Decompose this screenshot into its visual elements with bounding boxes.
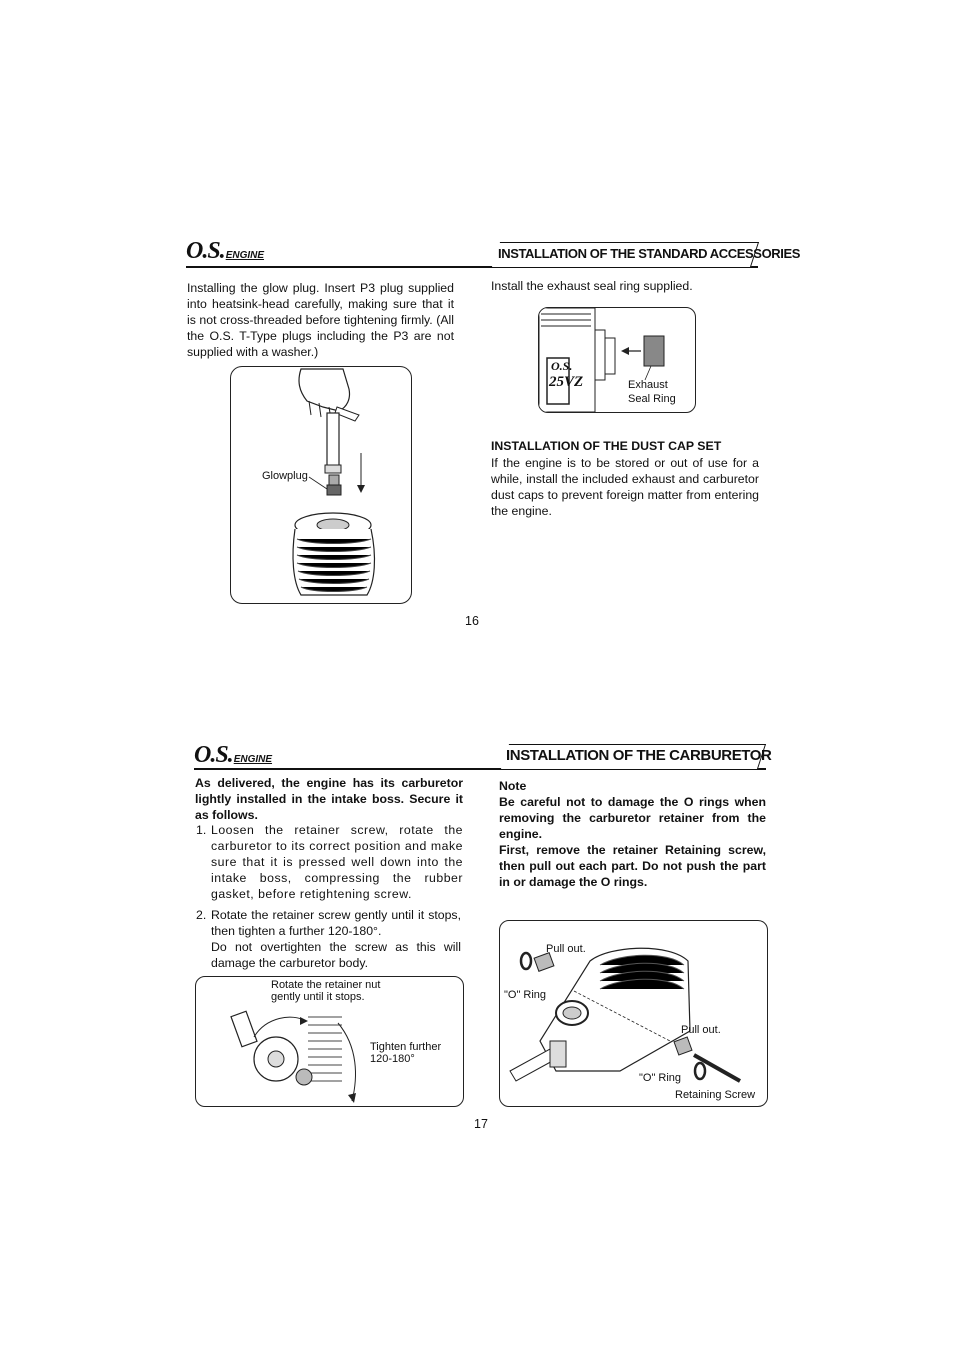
step-number: 1. <box>196 823 207 837</box>
os-engine-logo <box>186 238 264 265</box>
section-title: INSTALLATION OF THE CARBURETOR <box>506 747 772 764</box>
note-text-2: First, remove the retainer Retaining screw, then pull out each part. Do not push the part in or damage the O rings. <box>499 843 766 889</box>
step-2 <box>196 907 461 971</box>
note-heading: Note <box>499 779 527 793</box>
logo-main: O.S. <box>194 742 233 768</box>
step-text-warning: Do not overtighten the screw as this will damage the carburetor body. <box>211 940 461 970</box>
glowplug-figure <box>230 366 412 604</box>
page-number: 17 <box>474 1117 488 1131</box>
dust-cap-heading: INSTALLATION OF THE DUST CAP SET <box>491 439 722 453</box>
exhaust-instructions: Install the exhaust seal ring supplied. <box>491 279 693 293</box>
os-engine-logo <box>194 742 272 769</box>
step-1 <box>196 822 463 902</box>
carburetor-removal-illustration <box>500 921 767 1106</box>
pull-out-label-right: Pull out. <box>681 1024 721 1036</box>
engine-badge-model: 25VZ <box>549 374 584 390</box>
o-ring-label-bottom: "O" Ring <box>639 1072 682 1084</box>
rotate-label-line1: Rotate the retainer nut <box>271 979 381 991</box>
retaining-screw-label: Retaining Screw <box>675 1089 756 1101</box>
intro-text: As delivered, the engine has its carburetor lightly installed in the intake boss. Secure it as follows. <box>195 776 463 822</box>
section-title: INSTALLATION OF THE STANDARD ACCESSORIES <box>498 246 801 261</box>
tighten-label-line2: 120-180° <box>370 1053 415 1065</box>
engine-badge-brand: O.S. <box>551 359 573 373</box>
dust-cap-text: If the engine is to be stored or out of use for a while, install the included exhaust and carburetor dust caps to prevent foreign matter from entering the engine. <box>491 456 759 518</box>
carburetor-removal-figure <box>499 920 768 1107</box>
glowplug-label: Glowplug <box>262 470 308 482</box>
glowplug-instructions: Installing the glow plug. Insert P3 plug supplied into heatsink-head carefully, making sure that it is not cross-threaded before tightening firmly. (All the O.S. T-Type plugs including the P3 are not supplied with a washer.) <box>187 281 454 359</box>
logo-sub: ENGINE <box>233 754 273 765</box>
pull-out-label-top: Pull out. <box>546 943 586 955</box>
rotate-label-line2: gently until it stops. <box>271 991 365 1003</box>
tighten-label-line1: Tighten further <box>370 1041 442 1053</box>
note-text-1: Be careful not to damage the O rings when removing the carburetor retainer from the engine. <box>499 795 766 841</box>
glowplug-illustration <box>231 367 411 603</box>
carburetor-rotate-figure <box>195 976 464 1107</box>
exhaust-label-line1: Exhaust <box>628 379 668 391</box>
logo-sub: ENGINE <box>225 250 265 261</box>
exhaust-figure <box>538 307 696 413</box>
step-number: 2. <box>196 908 207 922</box>
exhaust-label-line2: Seal Ring <box>628 393 676 405</box>
logo-main: O.S. <box>186 238 225 264</box>
o-ring-label-top: "O" Ring <box>504 989 547 1001</box>
step-text: Loosen the retainer screw, rotate the carburetor to its correct position and make sure that it is pressed well down into the intake boss, compressing the rubber gasket, before retightening screw. <box>211 823 463 901</box>
page-number: 16 <box>465 614 479 628</box>
step-text: Rotate the retainer screw gently until it stops, then tighten a further 120-180°. <box>211 908 461 938</box>
